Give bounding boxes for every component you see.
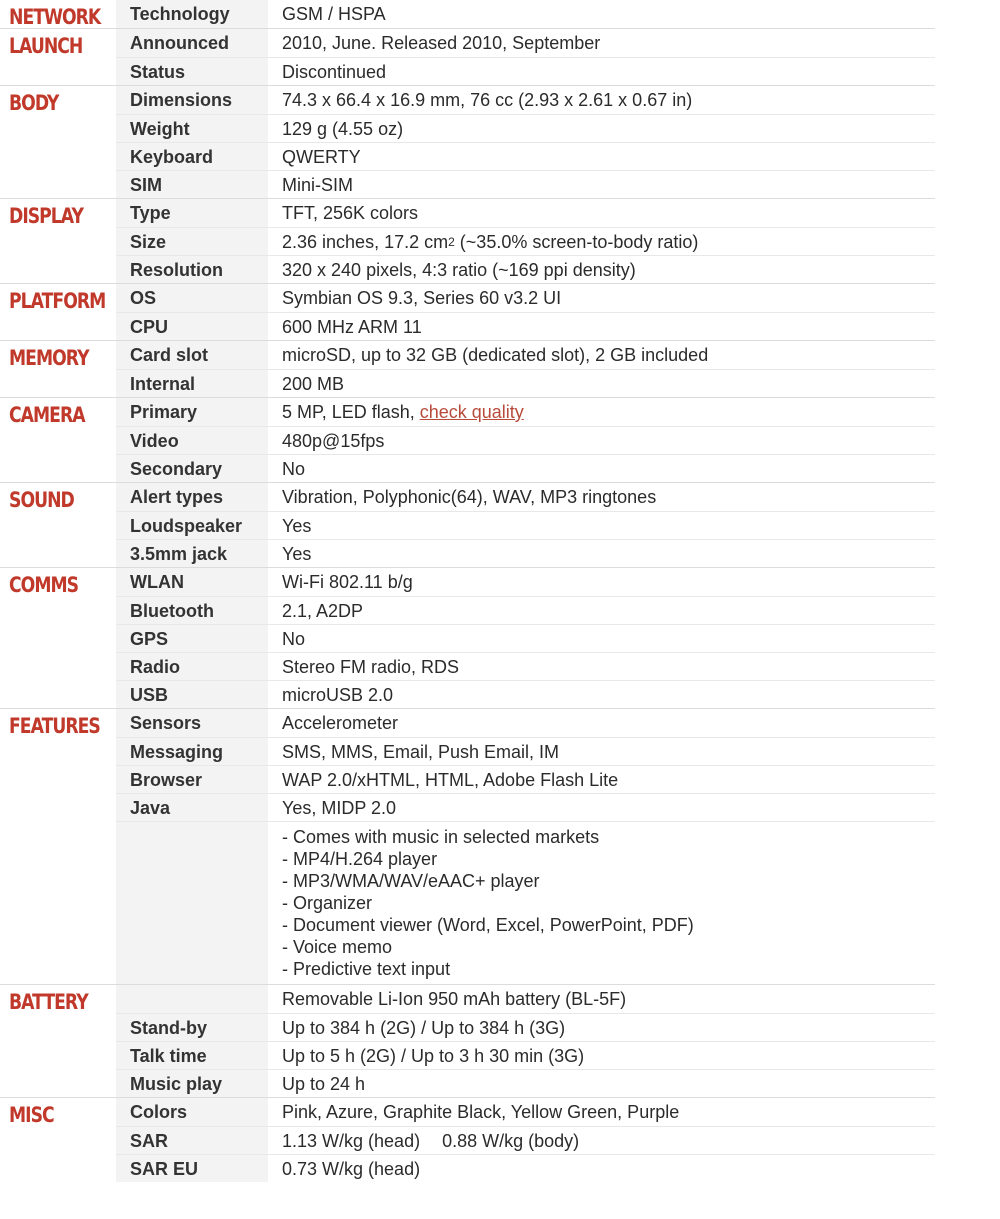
- spec-label: Primary: [116, 398, 268, 426]
- spec-label: Card slot: [116, 341, 268, 369]
- spec-label: Internal: [116, 369, 268, 397]
- spec-value: [268, 1041, 935, 1069]
- spec-label: Technology: [116, 0, 268, 28]
- spec-label: Size: [116, 227, 268, 255]
- spec-row: [116, 680, 935, 708]
- section-title: BATTERY: [9, 990, 88, 1014]
- spec-label: [116, 985, 268, 1013]
- section-rows: [116, 1098, 935, 1182]
- spec-value: [268, 539, 935, 567]
- spec-label: Alert types: [116, 483, 268, 511]
- spec-label: Status: [116, 57, 268, 85]
- spec-row: [116, 369, 935, 397]
- section-battery: [0, 985, 935, 1098]
- spec-row: [116, 29, 935, 57]
- spec-row: [116, 0, 935, 28]
- spec-value: [268, 57, 935, 85]
- section-title: COMMS: [9, 573, 79, 597]
- spec-value: [268, 1126, 935, 1154]
- spec-label: Java: [116, 793, 268, 821]
- spec-row: [116, 255, 935, 283]
- spec-value-text: Wi-Fi 802.11 b/g: [282, 572, 413, 592]
- spec-value: [268, 1013, 935, 1041]
- spec-label: Secondary: [116, 454, 268, 482]
- spec-value-line: - MP3/WMA/WAV/eAAC+ player: [282, 871, 540, 891]
- section-title: MEMORY: [9, 346, 89, 370]
- section-title: NETWORK: [9, 5, 101, 29]
- spec-label: SAR EU: [116, 1154, 268, 1182]
- spec-label: SIM: [116, 170, 268, 198]
- spec-value: [268, 1098, 935, 1126]
- spec-value-line: - Comes with music in selected markets: [282, 827, 600, 847]
- spec-row: [116, 793, 935, 821]
- spec-row: [116, 568, 935, 596]
- section-comms: [0, 568, 935, 709]
- spec-value: [268, 454, 935, 482]
- spec-row: [116, 652, 935, 680]
- spec-label: Radio: [116, 652, 268, 680]
- spec-value: [268, 0, 935, 28]
- spec-value-text: SMS, MMS, Email, Push Email, IM: [282, 742, 560, 762]
- spec-label: Keyboard: [116, 142, 268, 170]
- spec-value-text: Yes: [282, 516, 312, 536]
- spec-value-text: WAP 2.0/xHTML, HTML, Adobe Flash Lite: [282, 770, 619, 790]
- spec-row: [116, 284, 935, 312]
- spec-row: [116, 1098, 935, 1126]
- spec-value-text: 74.3 x 66.4 x 16.9 mm, 76 cc (2.93 x 2.61 x 0.67 in): [282, 90, 693, 110]
- spec-value-text: Mini-SIM: [282, 175, 353, 195]
- spec-value-text: microUSB 2.0: [282, 685, 394, 705]
- spec-label: 3.5mm jack: [116, 539, 268, 567]
- spec-label: USB: [116, 680, 268, 708]
- spec-value: [268, 199, 935, 227]
- spec-value: [268, 511, 935, 539]
- spec-row: [116, 539, 935, 567]
- spec-value-text: 2010, June. Released 2010, September: [282, 33, 601, 53]
- spec-value: [268, 596, 935, 624]
- spec-label: OS: [116, 284, 268, 312]
- spec-row: [116, 398, 935, 426]
- spec-label: Resolution: [116, 255, 268, 283]
- spec-value-text: Up to 5 h (2G) / Up to 3 h 30 min (3G): [282, 1046, 585, 1066]
- spec-value-text: Pink, Azure, Graphite Black, Yellow Green, Purple: [282, 1102, 680, 1122]
- spec-value-text: 0.88 W/kg (body): [442, 1131, 580, 1151]
- section-rows: [116, 568, 935, 708]
- section-rows: [116, 483, 935, 567]
- spec-value: [268, 765, 935, 793]
- spec-label: CPU: [116, 312, 268, 340]
- spec-row: [116, 426, 935, 454]
- spec-row: [116, 227, 935, 255]
- spec-row: [116, 596, 935, 624]
- spec-value-text: Vibration, Polyphonic(64), WAV, MP3 ringtones: [282, 487, 657, 507]
- spec-value-text: Discontinued: [282, 62, 387, 82]
- spec-value-line: - Document viewer (Word, Excel, PowerPoint, PDF): [282, 915, 694, 935]
- spec-value: [268, 985, 935, 1013]
- spec-value-text: 320 x 240 pixels, 4:3 ratio (~169 ppi density): [282, 260, 636, 280]
- spec-row: [116, 511, 935, 539]
- spec-label: Music play: [116, 1069, 268, 1097]
- spec-value: [268, 1154, 935, 1182]
- spec-value: [268, 680, 935, 708]
- spec-row: [116, 114, 935, 142]
- spec-label: Video: [116, 426, 268, 454]
- spec-label: Sensors: [116, 709, 268, 737]
- spec-row: [116, 341, 935, 369]
- spec-value: [268, 170, 935, 198]
- spec-label: Announced: [116, 29, 268, 57]
- spec-value-text: Up to 24 h: [282, 1074, 366, 1094]
- spec-value-text: 2.1, A2DP: [282, 601, 364, 621]
- spec-value-line: - MP4/H.264 player: [282, 849, 438, 869]
- spec-value: [268, 86, 935, 114]
- section-camera: [0, 398, 935, 483]
- spec-value-text: 200 MB: [282, 374, 345, 394]
- spec-value: [268, 652, 935, 680]
- section-title: LAUNCH: [9, 34, 83, 58]
- spec-row: [116, 312, 935, 340]
- spec-value-text: Symbian OS 9.3, Series 60 v3.2 UI: [282, 288, 562, 308]
- check-quality-link[interactable]: check quality: [419, 402, 524, 422]
- spec-row: [116, 454, 935, 482]
- spec-value: [268, 284, 935, 312]
- spec-value-text: 600 MHz ARM 11: [282, 317, 422, 337]
- section-rows: [116, 86, 935, 198]
- spec-row: [116, 765, 935, 793]
- spec-label: Colors: [116, 1098, 268, 1126]
- spec-value-text: 129 g (4.55 oz): [282, 119, 404, 139]
- spec-label: Type: [116, 199, 268, 227]
- spec-value-line: - Voice memo: [282, 937, 393, 957]
- spec-value-text: 5 MP, LED flash,: [282, 402, 420, 422]
- spec-row: [116, 821, 935, 984]
- section-rows: [116, 398, 935, 482]
- spec-value: [268, 142, 935, 170]
- spec-label: Talk time: [116, 1041, 268, 1069]
- right-edge-fade: [930, 0, 1000, 1219]
- section-network: [0, 0, 935, 29]
- spec-value: [268, 312, 935, 340]
- spec-value: [268, 341, 935, 369]
- spec-row: [116, 737, 935, 765]
- spec-value-text: 2.36 inches, 17.2 cm: [282, 232, 449, 252]
- spec-value: [268, 1069, 935, 1097]
- spec-value-text: microSD, up to 32 GB (dedicated slot), 2 GB included: [282, 345, 709, 365]
- section-rows: [116, 985, 935, 1097]
- spec-label: Browser: [116, 765, 268, 793]
- spec-value: [268, 398, 935, 426]
- section-rows: [116, 341, 935, 397]
- spec-value-text: Accelerometer: [282, 713, 399, 733]
- section-platform: [0, 284, 935, 341]
- spec-label: Loudspeaker: [116, 511, 268, 539]
- spec-label: [116, 821, 268, 984]
- section-launch: [0, 29, 935, 86]
- spec-value-text: Up to 384 h (2G) / Up to 384 h (3G): [282, 1018, 566, 1038]
- spec-value-text: QWERTY: [282, 147, 361, 167]
- spec-row: [116, 1041, 935, 1069]
- spec-value: [268, 29, 935, 57]
- spec-value-text: Yes: [282, 544, 312, 564]
- spec-row: [116, 1126, 935, 1154]
- spec-label: GPS: [116, 624, 268, 652]
- spec-label: Bluetooth: [116, 596, 268, 624]
- spec-row: [116, 57, 935, 85]
- spec-row: [116, 1069, 935, 1097]
- spec-value: [268, 369, 935, 397]
- spec-row: [116, 199, 935, 227]
- spec-row: [116, 1013, 935, 1041]
- section-rows: [116, 0, 935, 28]
- spec-row: [116, 86, 935, 114]
- section-title: BODY: [9, 91, 59, 115]
- section-misc: [0, 1098, 935, 1182]
- spec-value: [268, 624, 935, 652]
- spec-value-text: (~35.0% screen-to-body ratio): [454, 232, 699, 252]
- spec-value: [268, 426, 935, 454]
- spec-value-text: Yes, MIDP 2.0: [282, 798, 397, 818]
- spec-label: Messaging: [116, 737, 268, 765]
- spec-value-text: TFT, 256K colors: [282, 203, 419, 223]
- spec-value: [268, 114, 935, 142]
- section-rows: [116, 199, 935, 283]
- spec-label: Dimensions: [116, 86, 268, 114]
- spec-value: [268, 227, 935, 255]
- spec-value-text: 480p@15fps: [282, 431, 385, 451]
- spec-value-text: Removable Li-Ion 950 mAh battery (BL-5F): [282, 989, 627, 1009]
- spec-row: [116, 709, 935, 737]
- section-features: [0, 709, 935, 985]
- section-rows: [116, 29, 935, 85]
- spec-value: [268, 793, 935, 821]
- spec-value: [268, 709, 935, 737]
- section-rows: [116, 284, 935, 340]
- section-title: MISC: [9, 1103, 54, 1127]
- spec-value-list: [268, 821, 935, 984]
- spec-row: [116, 1154, 935, 1182]
- spec-label: SAR: [116, 1126, 268, 1154]
- section-title: CAMERA: [9, 403, 85, 427]
- spec-row: [116, 170, 935, 198]
- spec-row: [116, 142, 935, 170]
- spec-value: [268, 568, 935, 596]
- superscript: 2: [448, 235, 455, 249]
- section-display: [0, 199, 935, 284]
- section-rows: [116, 709, 935, 984]
- spec-value-line: - Predictive text input: [282, 959, 451, 979]
- section-body: [0, 86, 935, 199]
- spec-value-text: GSM / HSPA: [282, 4, 386, 24]
- spec-label: WLAN: [116, 568, 268, 596]
- spec-value-line: - Organizer: [282, 893, 373, 913]
- section-title: SOUND: [9, 488, 74, 512]
- spec-row: [116, 985, 935, 1013]
- section-title: DISPLAY: [9, 204, 83, 228]
- spec-value-text: Stereo FM radio, RDS: [282, 657, 460, 677]
- section-sound: [0, 483, 935, 568]
- spec-label: Weight: [116, 114, 268, 142]
- spec-value-text: 1.13 W/kg (head): [282, 1131, 421, 1151]
- spec-value-text: No: [282, 459, 306, 479]
- spec-row: [116, 624, 935, 652]
- spec-value-text: 0.73 W/kg (head): [282, 1159, 421, 1179]
- section-title: FEATURES: [9, 714, 100, 738]
- section-title: PLATFORM: [9, 289, 106, 313]
- spec-value-text: No: [282, 629, 306, 649]
- spec-value: [268, 483, 935, 511]
- section-memory: [0, 341, 935, 398]
- spec-row: [116, 483, 935, 511]
- spec-value: [268, 255, 935, 283]
- spec-label: Stand-by: [116, 1013, 268, 1041]
- spec-value: [268, 737, 935, 765]
